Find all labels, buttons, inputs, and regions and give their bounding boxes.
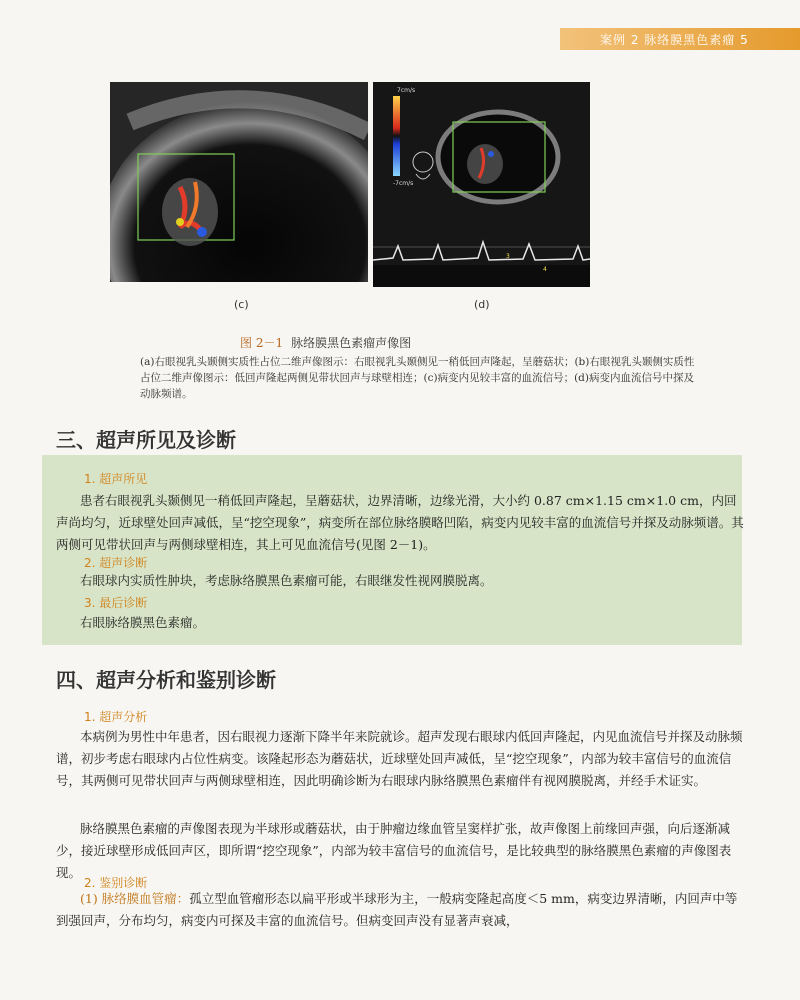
ultrasound-image-c (110, 82, 368, 282)
figure-caption: (a)右眼视乳头颞侧实质性占位二维声像图示：右眼视乳头颞侧见一稍低回声隆起，呈蘑菇状；(b)右眼视乳头颞侧实质性占位二维声像图示：低回声隆起两侧见带状回声与球壁相连；(c)病变内见较丰富的血流信号；(d)病变内血流信号中探及动脉频谱。 (140, 356, 695, 400)
differential-item-text: 孤立型血管瘤形态以扁平形或半球形为主，一般病变隆起高度＜5 mm，病变边界清晰，内回声中等到强回声，分布均匀，病变内可探及丰富的血流信号。但病变回声没有显著声衰减， (56, 891, 738, 928)
section-3-para-3: 右眼脉络膜黑色素瘤。 (80, 615, 206, 630)
velocity-scale-bottom: -7cm/s (393, 180, 414, 187)
differential-item-lead: (1) 脉络膜血管瘤： (80, 891, 190, 906)
image-d-label: (d) (474, 298, 490, 311)
figure-title-text: 脉络膜黑色素瘤声像图 (291, 336, 412, 350)
section-3-para-1: 患者右眼视乳头颞侧见一稍低回声隆起，呈蘑菇状，边界清晰，边缘光滑，大小约 0.87 cm×1.15 cm×1.0 cm，内回声尚均匀，近球壁处回声减低，呈“挖空现象”，病变所在部位脉络膜略凹陷，病变内见较丰富的血流信号并探及动脉频谱。其两侧可见带状回声与两侧球壁相连，其上可见血流信号(见图 2－1)。 (56, 493, 744, 552)
doppler-marker-3: 3 (506, 253, 510, 260)
section-3-sub-3: 3. 最后诊断 (84, 596, 148, 610)
section-3-sub-1: 1. 超声所见 (84, 472, 148, 486)
section-4-para-3 (56, 888, 746, 932)
section-3-para-2: 右眼球内实质性肿块，考虑脉络膜黑色素瘤可能，右眼继发性视网膜脱离。 (80, 573, 493, 588)
running-header: 案例 2 脉络膜黑色素瘤 5 (600, 33, 749, 47)
velocity-scale-top: 7cm/s (397, 87, 416, 94)
doppler-marker-4: 4 (543, 266, 547, 273)
section-4-para-1: 本病例为男性中年患者，因右眼视力逐渐下降半年来院就诊。超声发现右眼球内低回声隆起，内见血流信号并探及动脉频谱，初步考虑右眼球内占位性病变。该隆起形态为蘑菇状，近球壁处回声减低，呈“挖空现象”，内部为较丰富信号的血流信号，其两侧可见带状回声与两侧球壁相连，因此明确诊断为右眼球内脉络膜黑色素瘤伴有视网膜脱离，并经手术证实。 (56, 729, 743, 788)
section-3-title: 三、超声所见及诊断 (56, 428, 236, 452)
figure-title (240, 334, 411, 351)
section-4-para-2: 脉络膜黑色素瘤的声像图表现为半球形或蘑菇状，由于肿瘤边缘血管呈窦样扩张，故声像图上前缘回声强，向后逐渐减少，接近球壁形成低回声区，即所谓“挖空现象”，内部为较丰富信号的血流信号，是比较典型的脉络膜黑色素瘤的声像图表现。 (56, 821, 732, 880)
ultrasound-image-d (373, 82, 590, 287)
image-c-label: (c) (234, 298, 249, 311)
section-3-sub-2: 2. 超声诊断 (84, 556, 148, 570)
section-4-title: 四、超声分析和鉴别诊断 (56, 668, 276, 692)
figure-number: 图 2－1 (240, 336, 284, 350)
section-4-sub-2: 2. 鉴别诊断 (84, 876, 148, 890)
section-4-sub-1: 1. 超声分析 (84, 710, 148, 724)
